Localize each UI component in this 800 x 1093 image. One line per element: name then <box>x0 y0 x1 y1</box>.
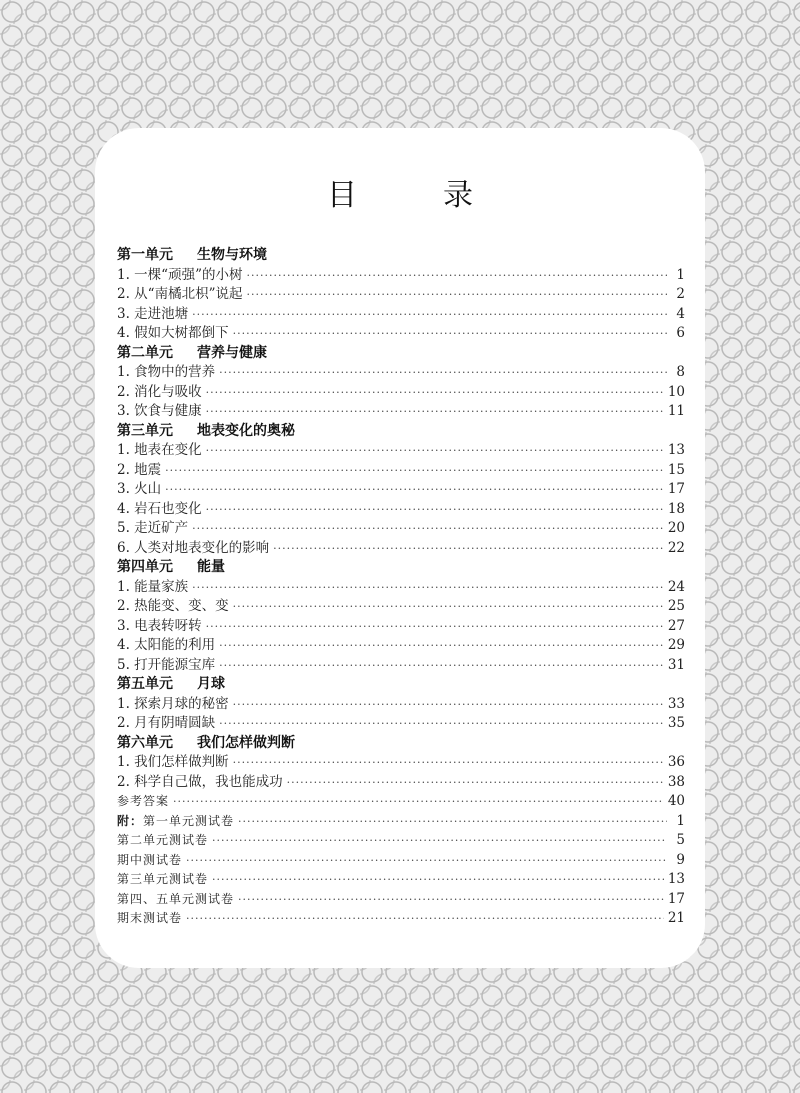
dot-leader <box>192 519 664 539</box>
dot-leader <box>192 578 664 598</box>
toc-entry-page: 10 <box>667 383 685 400</box>
toc-entry[interactable] <box>117 597 685 617</box>
dot-leader <box>287 773 664 793</box>
toc-extra-entry[interactable] <box>117 792 685 812</box>
toc-entry-label: 2. 地震 <box>117 461 162 478</box>
dot-leader <box>233 324 667 344</box>
dot-leader <box>206 441 664 461</box>
unit-heading <box>117 734 685 754</box>
toc-entry-page: 38 <box>667 773 685 790</box>
table-of-contents <box>117 246 685 929</box>
toc-entry-page: 2 <box>676 286 685 302</box>
toc-extra-text: 第一单元测试卷 <box>143 813 235 828</box>
unit-heading <box>117 246 685 266</box>
dot-leader <box>219 656 664 676</box>
toc-entry-page: 20 <box>667 520 685 536</box>
toc-entry-label: 3. 饮食与健康 <box>117 403 202 419</box>
toc-extra-label <box>117 792 173 812</box>
toc-entry-label: 3. 走进池塘 <box>117 305 189 322</box>
toc-entry[interactable] <box>117 363 685 383</box>
toc-entry-page: 22 <box>667 539 685 556</box>
dot-leader <box>238 890 664 910</box>
dot-leader <box>233 753 664 773</box>
toc-entry-page: 13 <box>667 442 685 458</box>
toc-entry-label: 2. 科学自己做，我也能成功 <box>117 773 283 790</box>
toc-extra-page: 13 <box>667 871 685 887</box>
toc-extra-text: 第四、五单元测试卷 <box>117 891 235 906</box>
toc-entry[interactable] <box>117 285 685 305</box>
toc-entry-label: 4. 太阳能的利用 <box>117 637 216 653</box>
toc-extra-text: 第三单元测试卷 <box>117 872 209 886</box>
toc-extra-label <box>117 851 186 871</box>
dot-leader <box>165 480 664 500</box>
dot-leader <box>192 305 667 325</box>
dot-leader <box>219 363 667 383</box>
toc-entry-page: 24 <box>667 578 685 595</box>
toc-entry-label: 1. 一棵“顽强”的小树 <box>117 266 243 283</box>
dot-leader <box>273 539 664 559</box>
unit-number: 第一单元 <box>117 247 173 263</box>
unit-name: 生物与环境 <box>197 247 267 263</box>
dot-leader <box>173 792 664 812</box>
toc-extra-label <box>117 909 186 929</box>
toc-entry-page: 33 <box>667 695 685 712</box>
toc-entry[interactable] <box>117 636 685 656</box>
dot-leader <box>219 714 664 734</box>
toc-entry[interactable] <box>117 461 685 481</box>
dot-leader <box>246 266 667 286</box>
toc-entry-page: 6 <box>676 325 685 341</box>
dot-leader <box>238 812 667 832</box>
toc-entry[interactable] <box>117 519 685 539</box>
toc-entry-label: 2. 从“南橘北枳”说起 <box>117 286 243 302</box>
toc-entry-page: 4 <box>676 305 685 322</box>
toc-extra-entry[interactable] <box>117 812 685 832</box>
toc-entry[interactable] <box>117 539 685 559</box>
dot-leader <box>212 870 664 890</box>
unit-name: 地表变化的奥秘 <box>197 422 295 439</box>
toc-extra-label <box>117 831 212 851</box>
appendix-prefix: 附： <box>117 813 144 828</box>
toc-entry[interactable] <box>117 578 685 598</box>
dot-leader <box>233 597 664 617</box>
unit-number: 第四单元 <box>117 559 173 575</box>
toc-entry-label: 2. 热能变、变、变 <box>117 598 229 614</box>
toc-extra-text: 期末测试卷 <box>117 911 183 925</box>
toc-entry[interactable] <box>117 753 685 773</box>
toc-entry-label: 5. 走近矿产 <box>117 520 189 536</box>
toc-entry-page: 17 <box>667 481 685 497</box>
unit-name: 营养与健康 <box>197 344 267 361</box>
toc-entry-label: 1. 地表在变化 <box>117 442 202 458</box>
dot-leader <box>206 383 664 403</box>
toc-extra-page: 9 <box>676 851 685 868</box>
dot-leader <box>186 851 667 871</box>
toc-entry-page: 31 <box>667 656 685 673</box>
toc-entry-page: 1 <box>676 266 685 283</box>
toc-entry-page: 11 <box>667 403 685 419</box>
toc-entry[interactable] <box>117 500 685 520</box>
toc-entry-label: 4. 岩石也变化 <box>117 500 202 517</box>
toc-extra-label <box>117 890 238 910</box>
toc-entry[interactable] <box>117 324 685 344</box>
toc-extra-entry[interactable] <box>117 851 685 871</box>
toc-extra-label <box>117 870 212 890</box>
toc-entry[interactable] <box>117 714 685 734</box>
toc-extra-entry[interactable] <box>117 909 685 929</box>
toc-entry-page: 35 <box>667 715 685 731</box>
toc-entry-page: 29 <box>667 637 685 653</box>
toc-entry-label: 1. 我们怎样做判断 <box>117 754 229 770</box>
dot-leader <box>246 285 667 305</box>
page-title: 目 录 <box>327 178 501 213</box>
toc-entry-page: 8 <box>676 364 685 380</box>
toc-extra-text: 第二单元测试卷 <box>117 833 209 847</box>
toc-entry-label: 3. 电表转呀转 <box>117 617 202 634</box>
toc-entry[interactable] <box>117 480 685 500</box>
unit-number: 第二单元 <box>117 344 173 361</box>
toc-entry[interactable] <box>117 266 685 286</box>
toc-entry[interactable] <box>117 656 685 676</box>
dot-leader <box>212 831 667 851</box>
toc-card <box>95 128 705 968</box>
toc-extra-page: 17 <box>667 890 685 907</box>
toc-extra-entry[interactable] <box>117 831 685 851</box>
unit-heading <box>117 675 685 695</box>
toc-extra-page: 1 <box>676 812 685 829</box>
dot-leader <box>186 909 664 929</box>
toc-entry-label: 6. 人类对地表变化的影响 <box>117 539 270 556</box>
dot-leader <box>206 402 664 422</box>
unit-number: 第六单元 <box>117 734 173 751</box>
toc-entry[interactable] <box>117 383 685 403</box>
unit-name: 能量 <box>197 559 225 575</box>
toc-extra-text: 期中测试卷 <box>117 852 183 867</box>
unit-name: 我们怎样做判断 <box>197 734 295 751</box>
dot-leader <box>165 461 664 481</box>
toc-entry[interactable] <box>117 402 685 422</box>
toc-entry-label: 1. 探索月球的秘密 <box>117 695 229 712</box>
unit-heading <box>117 422 685 442</box>
toc-entry[interactable] <box>117 773 685 793</box>
unit-number: 第五单元 <box>117 676 173 692</box>
unit-heading <box>117 558 685 578</box>
toc-entry-label: 1. 能量家族 <box>117 578 189 595</box>
toc-entry-label: 1. 食物中的营养 <box>117 364 216 380</box>
toc-entry-label: 5. 打开能源宝库 <box>117 656 216 673</box>
toc-extra-label <box>117 812 238 832</box>
toc-extra-page: 21 <box>667 910 685 926</box>
toc-entry-page: 18 <box>667 500 685 517</box>
toc-entry[interactable] <box>117 695 685 715</box>
toc-entry-label: 2. 月有阴晴圆缺 <box>117 715 216 731</box>
toc-extra-text: 参考答案 <box>117 794 170 808</box>
toc-entry-label: 2. 消化与吸收 <box>117 383 202 400</box>
dot-leader <box>206 617 664 637</box>
dot-leader <box>206 500 664 520</box>
toc-extra-page: 5 <box>676 832 685 848</box>
unit-name: 月球 <box>197 676 225 692</box>
toc-entry-page: 27 <box>667 617 685 634</box>
toc-entry[interactable] <box>117 441 685 461</box>
toc-entry-label: 4. 假如大树都倒下 <box>117 325 229 341</box>
toc-entry-label: 3. 火山 <box>117 481 162 497</box>
toc-entry[interactable] <box>117 617 685 637</box>
toc-extra-entry[interactable] <box>117 890 685 910</box>
unit-heading <box>117 344 685 364</box>
dot-leader <box>233 695 664 715</box>
unit-number: 第三单元 <box>117 422 173 439</box>
dot-leader <box>219 636 664 656</box>
toc-extra-page: 40 <box>667 793 685 809</box>
toc-entry-page: 36 <box>667 754 685 770</box>
toc-entry[interactable] <box>117 305 685 325</box>
toc-entry-page: 25 <box>667 598 685 614</box>
toc-entry-page: 15 <box>667 461 685 478</box>
toc-extra-entry[interactable] <box>117 870 685 890</box>
